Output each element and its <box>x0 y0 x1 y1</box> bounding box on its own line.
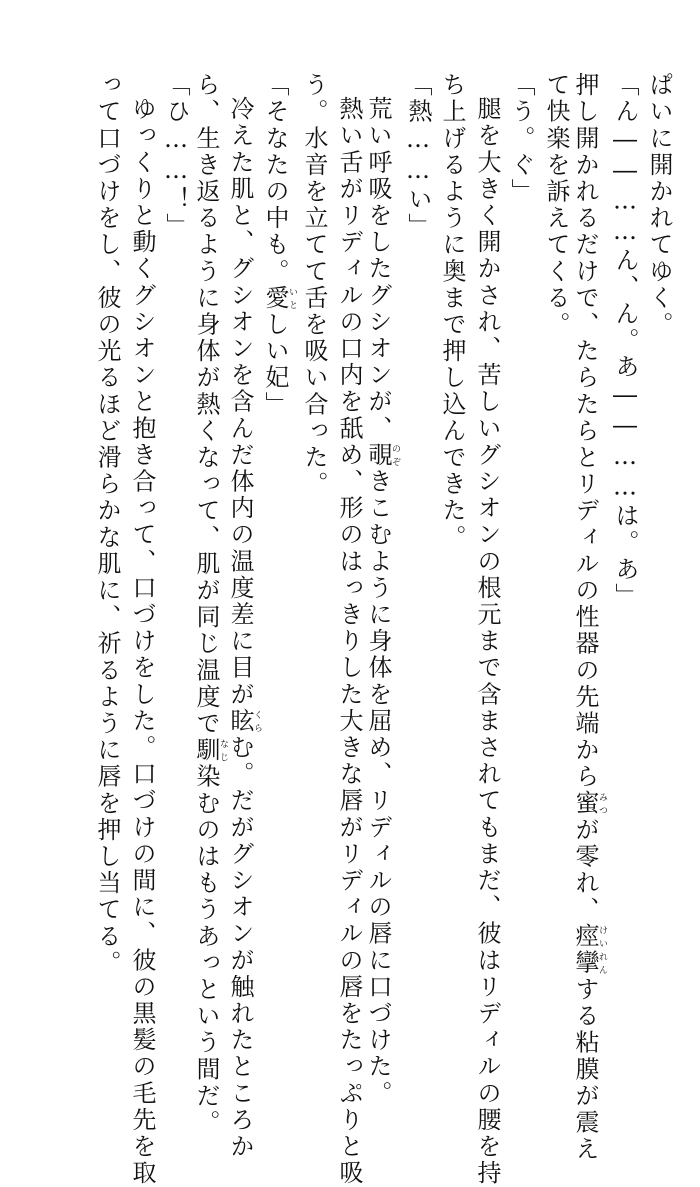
text-line-11: う。水音を立てて舌を吸い合った。 <box>300 72 328 498</box>
text-line-7: ち上げるように奥まで押し込んできた。 <box>438 72 466 551</box>
furigana-kura: くら <box>252 707 262 735</box>
text-line-2: 「ん――……ん、ん。あ――……は。あ」 <box>611 72 639 610</box>
text-line-1: ぱいに開かれてゆく。 <box>645 72 673 338</box>
text-line-4: て快楽を訴えてくる。 <box>542 72 570 338</box>
text-line-17: って口づけをし、彼の光るほど滑らかな肌に、祈るように唇を押し当てる。 <box>93 72 121 977</box>
text-line-9: 荒い呼吸をしたグシオンが、覗のぞきこむように身体を屈め、リディルの唇に口づけた。 <box>364 96 400 1107</box>
furigana-keiren: けいれん <box>597 923 607 977</box>
text-line-6: 腿を大きく開かされ、苦しいグシオンの根元まで含まされてもまだ、彼はリディルの腰を持 <box>473 96 501 1187</box>
text-line-5: 「う。ぐ」 <box>507 72 535 205</box>
text-line-15: 「ひ……！」 <box>162 72 190 240</box>
furigana-naji: なじ <box>218 737 228 764</box>
text-line-16: ゆっくりと動くグシオンと抱き合って、口づけをした。口づけの間に、彼の黒髪の毛先を取 <box>128 96 156 1187</box>
text-line-13: 冷えた肌と、グシオンを含んだ体内の温度差に目が眩くらむ。だがグシオンが触れたところか <box>226 96 262 1161</box>
text-line-14: ら、生き返るように身体が熱くなって、肌が同じ温度で馴なじ染むのはもうあっという間だ。 <box>192 72 228 1137</box>
text-line-8: 「熱……い」 <box>404 72 432 240</box>
furigana-ito: いと <box>287 284 297 312</box>
text-line-10: 熱い舌がリディルの口内を舐め、形のはっきりした大きな唇がリディルの唇をたっぷりと吸 <box>335 96 363 1187</box>
furigana-nozo: のぞ <box>390 441 400 469</box>
furigana-mitsu: みつ <box>597 790 607 817</box>
text-line-12: 「そなたの中も。愛いとしい妃」 <box>261 72 297 418</box>
text-line-3: 押し開かれるだけで、たらたらとリディルの性器の先端から蜜みつが零れ、痙攣けいれんする粘膜が震え <box>571 72 607 1163</box>
